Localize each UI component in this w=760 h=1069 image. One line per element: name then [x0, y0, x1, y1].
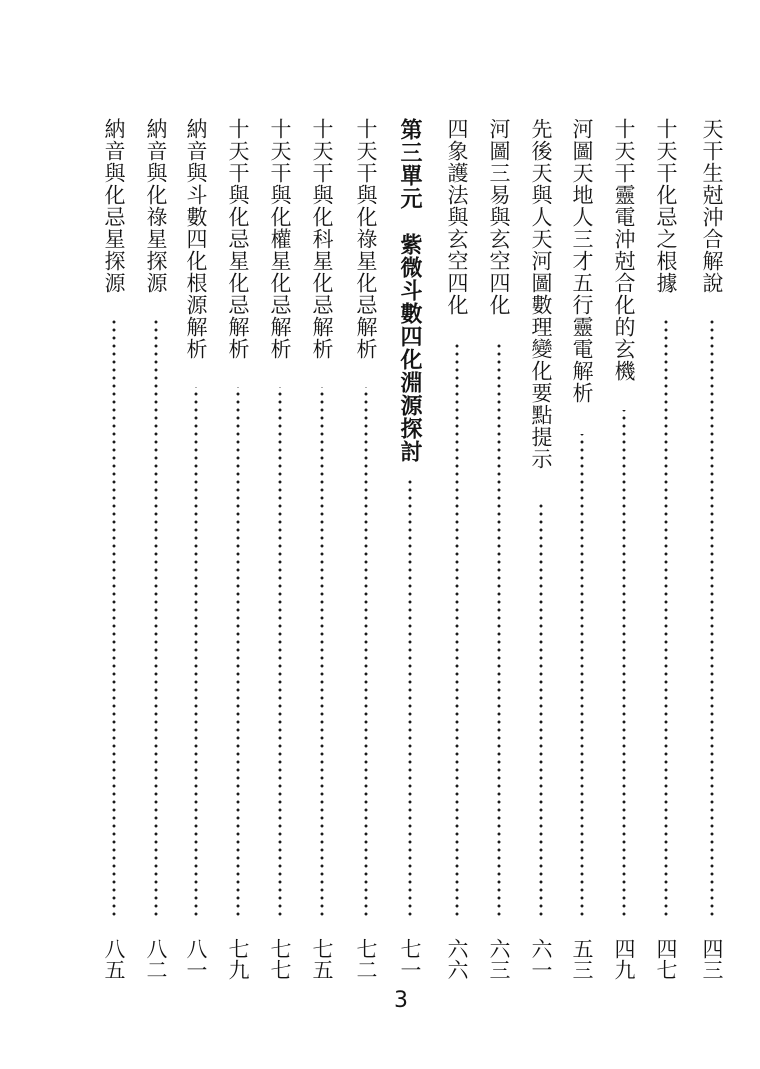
dot-leader — [664, 318, 668, 918]
toc-entry-title: 河圖天地人三才五行靈電解析 — [570, 118, 594, 404]
dot-leader — [236, 387, 240, 918]
dot-leader — [154, 318, 158, 918]
toc-entry-title: 十天干與化祿星化忌解析 — [354, 118, 378, 360]
toc-entry-title: 四象護法與玄空四化 — [445, 118, 469, 316]
dot-leader — [278, 387, 282, 918]
dot-leader — [539, 503, 543, 918]
toc-entry-page: 七七 — [268, 938, 292, 980]
toc-entry — [136, 118, 176, 980]
toc-entry-page: 七五 — [310, 938, 334, 980]
toc-entry-title: 先後天與人天河圖數理變化要點提示 — [529, 118, 553, 470]
toc-entry-page: 四九 — [612, 938, 636, 980]
toc-entry-title: 納音與化祿星探源 — [144, 118, 168, 294]
dot-leader — [364, 387, 368, 918]
dot-leader — [622, 410, 626, 918]
toc-entry-page: 八一 — [184, 938, 208, 980]
dot-leader — [580, 434, 584, 918]
toc-entry — [302, 118, 342, 980]
dot-leader — [710, 318, 714, 918]
toc-entry — [260, 118, 300, 980]
toc-entry-title: 十天干與化忌星化忌解析 — [226, 118, 250, 360]
toc-entry-title: 十天干與化權星化忌解析 — [268, 118, 292, 360]
toc-entry — [437, 118, 477, 980]
toc-entry — [521, 118, 561, 980]
toc-entry-page: 七一 — [398, 938, 422, 980]
toc-entry-page: 四七 — [654, 938, 678, 980]
toc-entry-page: 八二 — [144, 938, 168, 980]
toc-entry-page: 八五 — [102, 938, 126, 980]
dot-leader — [455, 341, 459, 918]
toc-entry-page: 七九 — [226, 938, 250, 980]
toc-entry-title: 納音與化忌星探源 — [102, 118, 126, 294]
toc-entry-title: 十天干與化科星化忌解析 — [310, 118, 334, 360]
toc-entry-page: 五三 — [570, 938, 594, 980]
dot-leader — [497, 341, 501, 918]
dot-leader — [194, 387, 198, 918]
dot-leader — [112, 318, 116, 918]
toc-entry — [390, 118, 430, 980]
toc-entry-page: 六一 — [529, 938, 553, 980]
toc-entry — [479, 118, 519, 980]
toc-entry-title: 天干生尅沖合解說 — [700, 118, 724, 294]
page-number: 3 — [394, 988, 408, 1013]
toc-entry — [218, 118, 258, 980]
toc-entry-title: 納音與斗數四化根源解析 — [184, 118, 208, 360]
toc-entry — [692, 118, 732, 980]
toc-entry-title: 第三單元 紫微斗數四化淵源探討 — [397, 118, 423, 463]
toc-entry — [604, 118, 644, 980]
dot-leader — [320, 387, 324, 918]
toc-entry — [176, 118, 216, 980]
toc-entry-page: 四三 — [700, 938, 724, 980]
toc-entry-page: 六三 — [487, 938, 511, 980]
toc-entry-page: 六六 — [445, 938, 469, 980]
toc-entry — [646, 118, 686, 980]
dot-leader — [408, 480, 412, 918]
toc-entry — [562, 118, 602, 980]
toc-entry-title: 十天干化忌之根據 — [654, 118, 678, 294]
toc-entry-title: 十天干靈電沖尅合化的玄機 — [612, 118, 636, 382]
toc-entry — [94, 118, 134, 980]
toc-entry — [346, 118, 386, 980]
toc-entry-title: 河圖三易與玄空四化 — [487, 118, 511, 316]
toc-entry-page: 七二 — [354, 938, 378, 980]
